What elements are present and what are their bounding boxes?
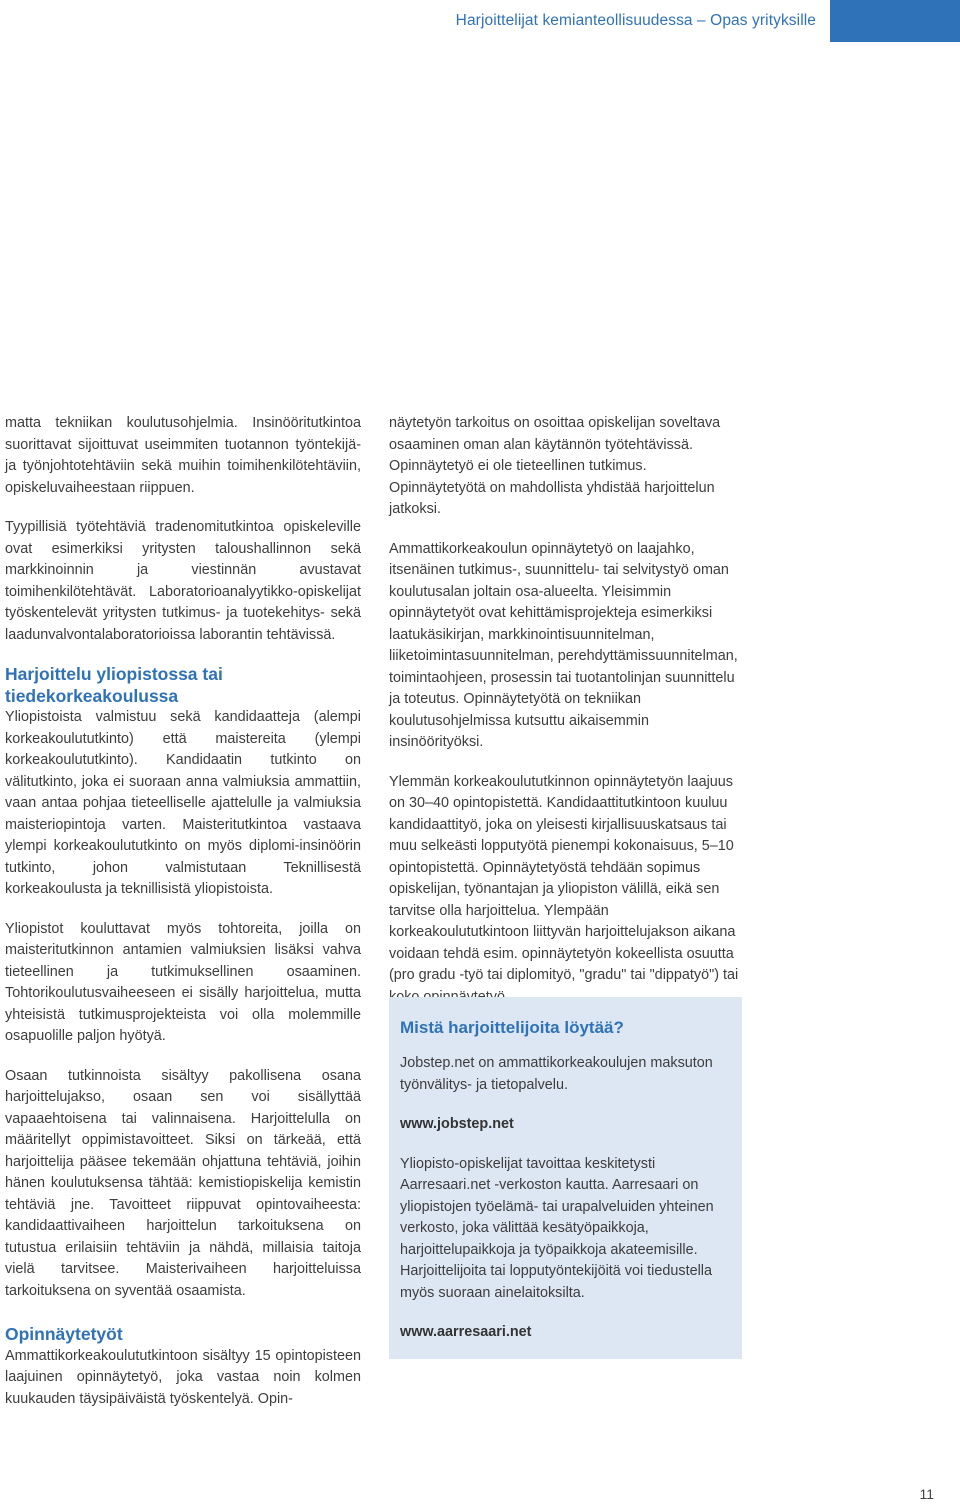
left-paragraph-4: Yliopistot kouluttavat myös tohtoreita, joilla on maisteritutkinnon antamien valmiuksien lisäksi vahva tieteellinen ja tutkimuksellinen osaaminen. Tohtorikoulutusvaiheeseen ei sisälly harjoittelua, mutta yhteisistä tutkimusprojekteista voi olla molemmille osapuolille paljon hyötyä. bbox=[5, 920, 361, 1044]
section-heading-theses: Opinnäytetyöt bbox=[5, 1324, 123, 1344]
info-box-paragraph-1: Jobstep.net on ammattikorkeakoulujen maksuton työnvälitys- ja tietopalvelu. bbox=[400, 1055, 713, 1093]
left-paragraph-1: matta tekniikan koulutusohjelmia. Insinööritutkintoa suorittavat sijoittuvat useimmiten tuotannon työntekijä- ja työnjohtotehtäviin sekä muihin toimihenkilötehtäviin, opiskeluvaiheestaan riippuen. bbox=[5, 415, 361, 496]
running-header-title: Harjoittelijat kemianteollisuudessa – Opas yrityksille bbox=[455, 12, 816, 29]
left-paragraph-6: Ammattikorkeakoulututkintoon sisältyy 15 opintopisteen laajuinen opinnäytetyö, joka vastaa noin kolmen kuukauden täysipäiväistä työskentelyä. Opin- bbox=[5, 1347, 361, 1407]
left-paragraph-2: Tyypillisiä työtehtäviä tradenomitutkintoa opiskeleville ovat esimerkiksi yritysten taloushallinnon sekä markkinoinnin ja viestinnän avustavat toimihenkilötehtävät. Laboratorioanalyytikko-opiskelijat työskentelevät yritysten tutkimus- ja tuotekehitys- sekä laadunvalvontalaboratorioissa laborantin tehtävissä. bbox=[5, 519, 361, 643]
header-color-block bbox=[830, 0, 960, 42]
info-box-paragraph-2: Yliopisto-opiskelijat tavoittaa keskitetysti Aarresaari.net -verkoston kautta. Aarresaari on yliopistojen työelämä- tai urapalveluiden yhteinen verkosto, joka välittää kesätyöpaikkoja, harjoittelupaikkoja ja työpaikkoja akateemisille. Harjoittelijoita tai lopputyöntekijöitä voi tiedustella myös suoraan ainelaitoksilta. bbox=[400, 1155, 714, 1301]
section-heading-university-internship: Harjoittelu yliopistossa tai tiedekorkeakoulussa bbox=[5, 664, 223, 706]
page-number: 11 bbox=[919, 1486, 934, 1502]
info-box-title: Mistä harjoittelijoita löytää? bbox=[400, 1018, 624, 1037]
left-paragraph-5: Osaan tutkinnoista sisältyy pakollisena osana harjoittelujakso, osaan sen voi sisällyttää vapaaehtoisena tai valinnaisena. Harjoittelulla on määritellyt oppimistavoitteet. Siksi on tärkeää, että harjoittelija pääsee tekemään ohjattuna tehtäviä, joihin hänen koulutuksensa tähtää: kemistiopiskelija kemistin tehtäviä jne. Tavoitteet riippuvat opintovaiheesta: kandidaattivaiheen harjoittelun tarkoituksena on tutustua erilaisiin tehtäviin ja nähdä, millaisia taitoja vielä tarvitsee. Maisterivaiheen harjoitteluissa tarkoituksena on syventää osaamista. bbox=[5, 1067, 361, 1299]
left-paragraph-3: Yliopistoista valmistuu sekä kandidaatteja (alempi korkeakoulututkinto) että maistereita (ylempi korkeakoulututkinto). Kandidaatin tutkinto on välitutkinto, joka ei suoraan anna valmiuksia ammattiin, vaan antaa pohjaa tieteelliselle ajattelulle ja valmiuksia maisteriopintoja varten. Maisteritutkintoa vastaava ylempi korkeakoulututkinto on myös diplomi-insinöörin tutkinto, johon valmistutaan Teknillisestä korkeakoulusta ja teknillisistä yliopistoista. bbox=[5, 709, 361, 897]
aarresaari-link[interactable]: www.aarresaari.net bbox=[400, 1324, 532, 1340]
info-box bbox=[389, 997, 742, 1359]
right-paragraph-2: Ammattikorkeakoulun opinnäytetyö on laajahko, itsenäinen tutkimus-, suunnittelu- tai selvitystyö oman koulutusalan joltain osa-alueelta. Yleisimmin opinnäytetyöt ovat kehittämisprojekteja esimerkiksi laatukäsikirjan, markkinointisuunnitelman, liiketoimintasuunnitelman, perehdyttämissuunnitelman, toimintaohjeen, prosessin tai tuotantolinjan suunnittelu ja toteutus. Opinnäytetyötä on tekniikan koulutusohjelmissa kutsuttu aikaisemmin insinöörityöksi. bbox=[389, 540, 738, 750]
left-column bbox=[5, 413, 361, 1428]
right-paragraph-1: näytetyön tarkoitus on osoittaa opiskelijan soveltava osaaminen oman alan käytännön työtehtävissä. Opinnäytetyö ei ole tieteellinen tutkimus. Opinnäytetyötä on mahdollista yhdistää harjoittelun jatkoksi. bbox=[389, 415, 721, 517]
jobstep-link[interactable]: www.jobstep.net bbox=[400, 1116, 514, 1132]
right-paragraph-3: Ylemmän korkeakoulututkinnon opinnäytetyön laajuus on 30–40 opintopistettä. Kandidaattitutkintoon kuuluu kandidaattityö, joka on yleisesti kirjallisuuskatsaus tai muu selkeästi lopputyötä pienempi kokonaisuus, 5–10 opintopistettä. Opinnäytetyöstä tehdään sopimus opiskelijan, työnantajan ja yliopiston välillä, eikä sen tarvitse olla harjoittelua. Ylempään korkeakoulututkintoon liittyvän harjoittelujakson aikana voidaan tehdä esim. opinnäytetyön kokeellista osuutta (pro gradu -työ tai diplomityö, "gradu" tai "dippatyö") tai bbox=[389, 773, 739, 983]
right-column bbox=[389, 413, 745, 1026]
